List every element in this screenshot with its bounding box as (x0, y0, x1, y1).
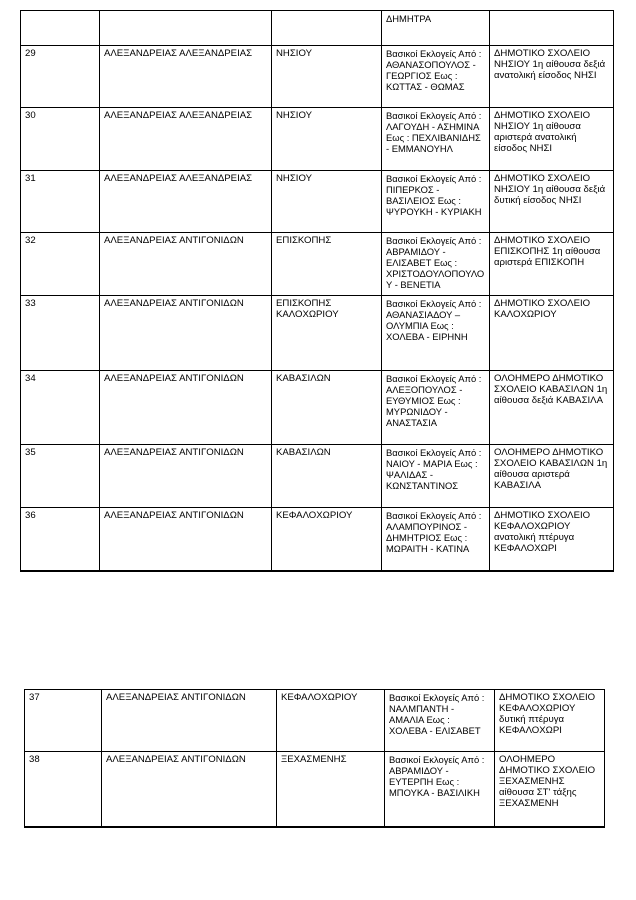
municipality-cell (100, 11, 272, 46)
location-cell: ΟΛΟΗΜΕΡΟ ΔΗΜΟΤΙΚΟ ΣΧΟΛΕΙΟ ΚΑΒΑΣΙΛΩΝ 1η αίθουσα δεξιά ΚΑΒΑΣΙΛΑ (490, 371, 614, 445)
station-number-cell: 37 (25, 690, 102, 752)
municipality-cell: ΑΛΕΞΑΝΔΡΕΙΑΣ ΑΝΤΙΓΟΝΙΔΩΝ (100, 445, 272, 508)
location-cell: ΔΗΜΟΤΙΚΟ ΣΧΟΛΕΙΟ ΚΕΦΑΛΟΧΩΡΙΟΥ δυτική πτέρυγα ΚΕΦΑΛΟΧΩΡΙ (495, 690, 605, 752)
table-row (21, 108, 614, 171)
voters-range-cell: Βασικοί Εκλογείς Από : ΑΒΡΑΜΙΔΟΥ - ΕΥΤΕΡΠΗ Εως : ΜΠΟΥΚΑ - ΒΑΣΙΛΙΚΗ (385, 752, 495, 827)
voters-range-cell: Βασικοί Εκλογείς Από : ΠΙΠΕΡΚΟΣ - ΒΑΣΙΛΕΙΟΣ Εως : ΨΥΡΟΥΚΗ - ΚΥΡΙΑΚΗ (382, 171, 490, 233)
municipal-unit-cell: ΝΗΣΙΟΥ (272, 46, 382, 108)
location-cell (490, 11, 614, 46)
municipal-unit-cell: ΕΠΙΣΚΟΠΗΣ (272, 233, 382, 296)
municipal-unit-cell: ΚΑΒΑΣΙΛΩΝ (272, 445, 382, 508)
voters-range-cell: ΔΗΜΗΤΡΑ (382, 11, 490, 46)
municipal-unit-cell: ΝΗΣΙΟΥ (272, 108, 382, 171)
location-cell: ΔΗΜΟΤΙΚΟ ΣΧΟΛΕΙΟ ΚΑΛΟΧΩΡΙΟΥ (490, 296, 614, 371)
table-row (21, 11, 614, 46)
municipal-unit-cell: ΚΕΦΑΛΟΧΩΡΙΟΥ (277, 690, 385, 752)
voters-range-cell: Βασικοί Εκλογείς Από : ΑΛΑΜΠΟΥΡΙΝΟΣ - ΔΗΜΗΤΡΙΟΣ Εως : ΜΩΡΑΙΤΗ - ΚΑΤΙΝΑ (382, 508, 490, 571)
station-number-cell: 36 (21, 508, 100, 571)
location-cell: ΔΗΜΟΤΙΚΟ ΣΧΟΛΕΙΟ ΚΕΦΑΛΟΧΩΡΙΟΥ ανατολική πτέρυγα ΚΕΦΑΛΟΧΩΡΙ (490, 508, 614, 571)
table-row (21, 233, 614, 296)
location-cell: ΔΗΜΟΤΙΚΟ ΣΧΟΛΕΙΟ ΝΗΣΙΟΥ 1η αίθουσα αριστερά ανατολική είσοδος ΝΗΣΙ (490, 108, 614, 171)
station-number-cell: 32 (21, 233, 100, 296)
location-cell: ΔΗΜΟΤΙΚΟ ΣΧΟΛΕΙΟ ΝΗΣΙΟΥ 1η αίθουσα δεξιά ανατολική είσοδος ΝΗΣΙ (490, 46, 614, 108)
municipal-unit-cell: ΚΑΒΑΣΙΛΩΝ (272, 371, 382, 445)
location-cell: ΔΗΜΟΤΙΚΟ ΣΧΟΛΕΙΟ ΕΠΙΣΚΟΠΗΣ 1η αίθουσα αριστερά ΕΠΙΣΚΟΠΗ (490, 233, 614, 296)
municipality-cell: ΑΛΕΞΑΝΔΡΕΙΑΣ ΑΛΕΞΑΝΔΡΕΙΑΣ (100, 108, 272, 171)
municipality-cell: ΑΛΕΞΑΝΔΡΕΙΑΣ ΑΝΤΙΓΟΝΙΔΩΝ (100, 371, 272, 445)
municipal-unit-cell: ΕΠΙΣΚΟΠΗΣ ΚΑΛΟΧΩΡΙΟΥ (272, 296, 382, 371)
municipal-unit-cell: ΞΕΧΑΣΜΕΝΗΣ (277, 752, 385, 827)
station-number-cell: 30 (21, 108, 100, 171)
municipality-cell: ΑΛΕΞΑΝΔΡΕΙΑΣ ΑΝΤΙΓΟΝΙΔΩΝ (102, 690, 277, 752)
voters-range-cell: Βασικοί Εκλογείς Από : ΝΑΙΟΥ - ΜΑΡΙΑ Εως : ΨΑΛΙΔΑΣ - ΚΩΝΣΤΑΝΤΙΝΟΣ (382, 445, 490, 508)
location-cell: ΟΛΟΗΜΕΡΟ ΔΗΜΟΤΙΚΟ ΣΧΟΛΕΙΟ ΞΕΧΑΣΜΕΝΗΣ αίθουσα ΣΤ' τάξης ΞΕΧΑΣΜΕΝΗ (495, 752, 605, 827)
table-row (21, 296, 614, 371)
station-number-cell: 29 (21, 46, 100, 108)
table-row (21, 171, 614, 233)
table-row (21, 445, 614, 508)
location-cell: ΟΛΟΗΜΕΡΟ ΔΗΜΟΤΙΚΟ ΣΧΟΛΕΙΟ ΚΑΒΑΣΙΛΩΝ 1η αίθουσα αριστερά ΚΑΒΑΣΙΛΑ (490, 445, 614, 508)
station-number-cell: 38 (25, 752, 102, 827)
municipality-cell: ΑΛΕΞΑΝΔΡΕΙΑΣ ΑΝΤΙΓΟΝΙΔΩΝ (100, 233, 272, 296)
table-row (21, 46, 614, 108)
station-number-cell: 31 (21, 171, 100, 233)
polling-stations-table-1 (20, 10, 614, 572)
municipality-cell: ΑΛΕΞΑΝΔΡΕΙΑΣ ΑΛΕΞΑΝΔΡΕΙΑΣ (100, 46, 272, 108)
voters-range-cell: Βασικοί Εκλογείς Από : ΝΑΛΜΠΑΝΤΗ - ΑΜΑΛΙΑ Εως : ΧΟΛΕΒΑ - ΕΛΙΣΑΒΕΤ (385, 690, 495, 752)
municipality-cell: ΑΛΕΞΑΝΔΡΕΙΑΣ ΑΝΤΙΓΟΝΙΔΩΝ (102, 752, 277, 827)
table-row (25, 752, 605, 827)
voters-range-cell: Βασικοί Εκλογείς Από : ΛΑΓΟΥΔΗ - ΑΣΗΜΙΝΑ Εως : ΠΕΧΛΙΒΑΝΙΔΗΣ - ΕΜΜΑΝΟΥΗΛ (382, 108, 490, 171)
voters-range-cell: Βασικοί Εκλογείς Από : ΑΘΑΝΑΣΟΠΟΥΛΟΣ - ΓΕΩΡΓΙΟΣ Εως : ΚΩΤΤΑΣ - ΘΩΜΑΣ (382, 46, 490, 108)
station-number-cell: 34 (21, 371, 100, 445)
voters-range-cell: Βασικοί Εκλογείς Από : ΑΘΑΝΑΣΙΑΔΟΥ – ΟΛΥΜΠΙΑ Εως : ΧΟΛΕΒΑ - ΕΙΡΗΝΗ (382, 296, 490, 371)
polling-stations-table-2 (24, 689, 605, 828)
station-number-cell (21, 11, 100, 46)
municipal-unit-cell: ΚΕΦΑΛΟΧΩΡΙΟΥ (272, 508, 382, 571)
voters-range-cell: Βασικοί Εκλογείς Από : ΑΒΡΑΜΙΔΟΥ - ΕΛΙΣΑΒΕΤ Εως : ΧΡΙΣΤΟΔΟΥΛΟΠΟΥΛΟΥ - ΒΕΝΕΤΙΑ (382, 233, 490, 296)
voters-range-cell: Βασικοί Εκλογείς Από : ΑΛΕΞΟΠΟΥΛΟΣ - ΕΥΘΥΜΙΟΣ Εως : ΜΥΡΩΝΙΔΟΥ - ΑΝΑΣΤΑΣΙΑ (382, 371, 490, 445)
table-row (21, 508, 614, 571)
station-number-cell: 33 (21, 296, 100, 371)
table-row (21, 371, 614, 445)
municipal-unit-cell: ΝΗΣΙΟΥ (272, 171, 382, 233)
municipality-cell: ΑΛΕΞΑΝΔΡΕΙΑΣ ΑΝΤΙΓΟΝΙΔΩΝ (100, 508, 272, 571)
municipality-cell: ΑΛΕΞΑΝΔΡΕΙΑΣ ΑΛΕΞΑΝΔΡΕΙΑΣ (100, 171, 272, 233)
table-row (25, 690, 605, 752)
municipality-cell: ΑΛΕΞΑΝΔΡΕΙΑΣ ΑΝΤΙΓΟΝΙΔΩΝ (100, 296, 272, 371)
location-cell: ΔΗΜΟΤΙΚΟ ΣΧΟΛΕΙΟ ΝΗΣΙΟΥ 1η αίθουσα δεξιά δυτική είσοδος ΝΗΣΙ (490, 171, 614, 233)
station-number-cell: 35 (21, 445, 100, 508)
municipal-unit-cell (272, 11, 382, 46)
